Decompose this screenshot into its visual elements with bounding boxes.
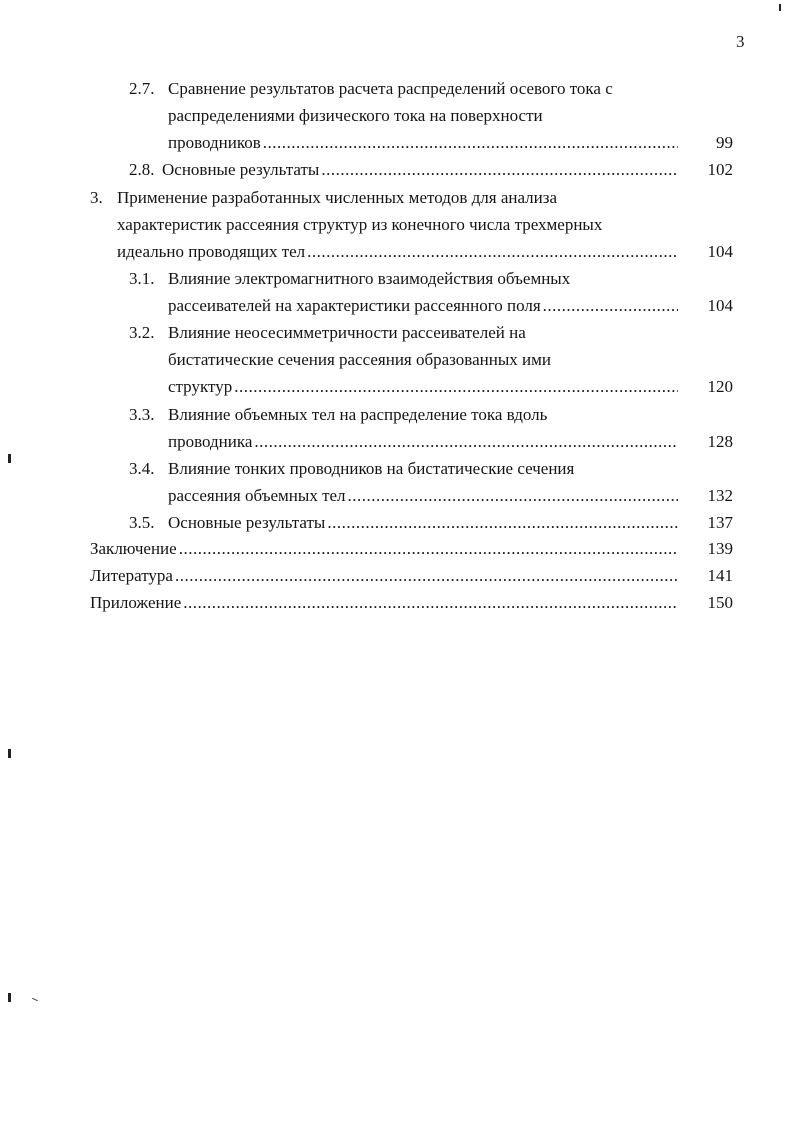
- toc-page-number: 132: [707, 486, 733, 505]
- toc-entry-text: Основные результаты: [168, 513, 326, 532]
- toc-entry-text: Заключение: [90, 539, 177, 558]
- toc-page-number: 137: [707, 513, 733, 532]
- toc-leader-dots: [543, 296, 678, 316]
- toc-entry-number: 3.5.: [129, 513, 155, 532]
- toc-leader-dots: [327, 513, 678, 533]
- toc-entry-text: характеристик рассеяния структур из конечного числа трехмерных: [117, 215, 603, 234]
- toc-page-number: 120: [707, 377, 733, 396]
- toc-leader-dots: [179, 539, 678, 559]
- toc-leader-dots: [321, 160, 678, 180]
- toc-entry-number: 3.1.: [129, 269, 155, 288]
- toc-leader-dots: [307, 242, 678, 262]
- toc-entry-leader-row: [168, 296, 680, 316]
- toc-entry-number: 3.: [90, 188, 103, 207]
- toc-entry-leader-row: [168, 377, 680, 397]
- toc-page-number: 104: [707, 242, 733, 261]
- toc-entry-text: Влияние неосесимметричности рассеивателей на: [168, 323, 526, 342]
- toc-entry-text: Применение разработанных численных методов для анализа: [117, 188, 558, 207]
- toc-page-number: 141: [707, 566, 733, 585]
- toc-entry-text: Влияние электромагнитного взаимодействия объемных: [168, 269, 571, 288]
- toc-entry-number: 3.2.: [129, 323, 155, 342]
- toc-entry-number: 3.3.: [129, 405, 155, 424]
- toc-entry-text: идеально проводящих тел: [117, 242, 306, 261]
- toc-entry-number: 3.4.: [129, 459, 155, 478]
- toc-entry-leader-row: [117, 242, 680, 262]
- toc-entry-leader-row: [168, 133, 680, 153]
- toc-entry-text: бистатические сечения рассеяния образованных ими: [168, 350, 551, 369]
- toc-entry-text: проводников: [168, 133, 261, 152]
- toc-entry-number: 2.8.: [129, 160, 155, 179]
- scan-mark: [8, 749, 11, 758]
- toc-entry-text: Литература: [90, 566, 173, 585]
- toc-entry-number: 2.7.: [129, 79, 155, 98]
- toc-entry-text: рассеивателей на характеристики рассеянного поля: [168, 296, 541, 315]
- toc-entry-text: Приложение: [90, 593, 182, 612]
- toc-page-number: 128: [707, 432, 733, 451]
- toc-page-number: 150: [707, 593, 733, 612]
- page-number: 3: [736, 32, 745, 51]
- toc-entry-leader-row: [168, 486, 680, 506]
- toc-page-number: 99: [716, 133, 733, 152]
- toc-entry-leader-row: [90, 593, 680, 613]
- toc-entry-leader-row: [162, 160, 680, 180]
- toc-entry-leader-row: [168, 513, 680, 533]
- toc-page-number: 104: [707, 296, 733, 315]
- toc-leader-dots: [263, 133, 678, 153]
- toc-leader-dots: [175, 566, 678, 586]
- toc-entry-text: распределениями физического тока на поверхности: [168, 106, 543, 125]
- scan-mark: [779, 4, 781, 11]
- toc-entry-text: Сравнение результатов расчета распределений осевого тока с: [168, 79, 613, 98]
- toc-page-number: 102: [707, 160, 733, 179]
- toc-leader-dots: [254, 432, 678, 452]
- toc-entry-text: Влияние объемных тел на распределение тока вдоль: [168, 405, 548, 424]
- toc-entry-text: Основные результаты: [162, 160, 320, 179]
- toc-entry-text: проводника: [168, 432, 253, 451]
- scan-mark: [8, 454, 11, 463]
- toc-entry-leader-row: [90, 566, 680, 586]
- toc-entry-text: рассеяния объемных тел: [168, 486, 346, 505]
- toc-leader-dots: [348, 486, 678, 506]
- toc-leader-dots: [234, 377, 678, 397]
- toc-entry-leader-row: [90, 539, 680, 559]
- toc-entry-text: структур: [168, 377, 233, 396]
- toc-entry-leader-row: [168, 432, 680, 452]
- toc-entry-text: Влияние тонких проводников на бистатические сечения: [168, 459, 575, 478]
- toc-page-number: 139: [707, 539, 733, 558]
- toc-leader-dots: [183, 593, 678, 613]
- scan-mark: [8, 993, 11, 1002]
